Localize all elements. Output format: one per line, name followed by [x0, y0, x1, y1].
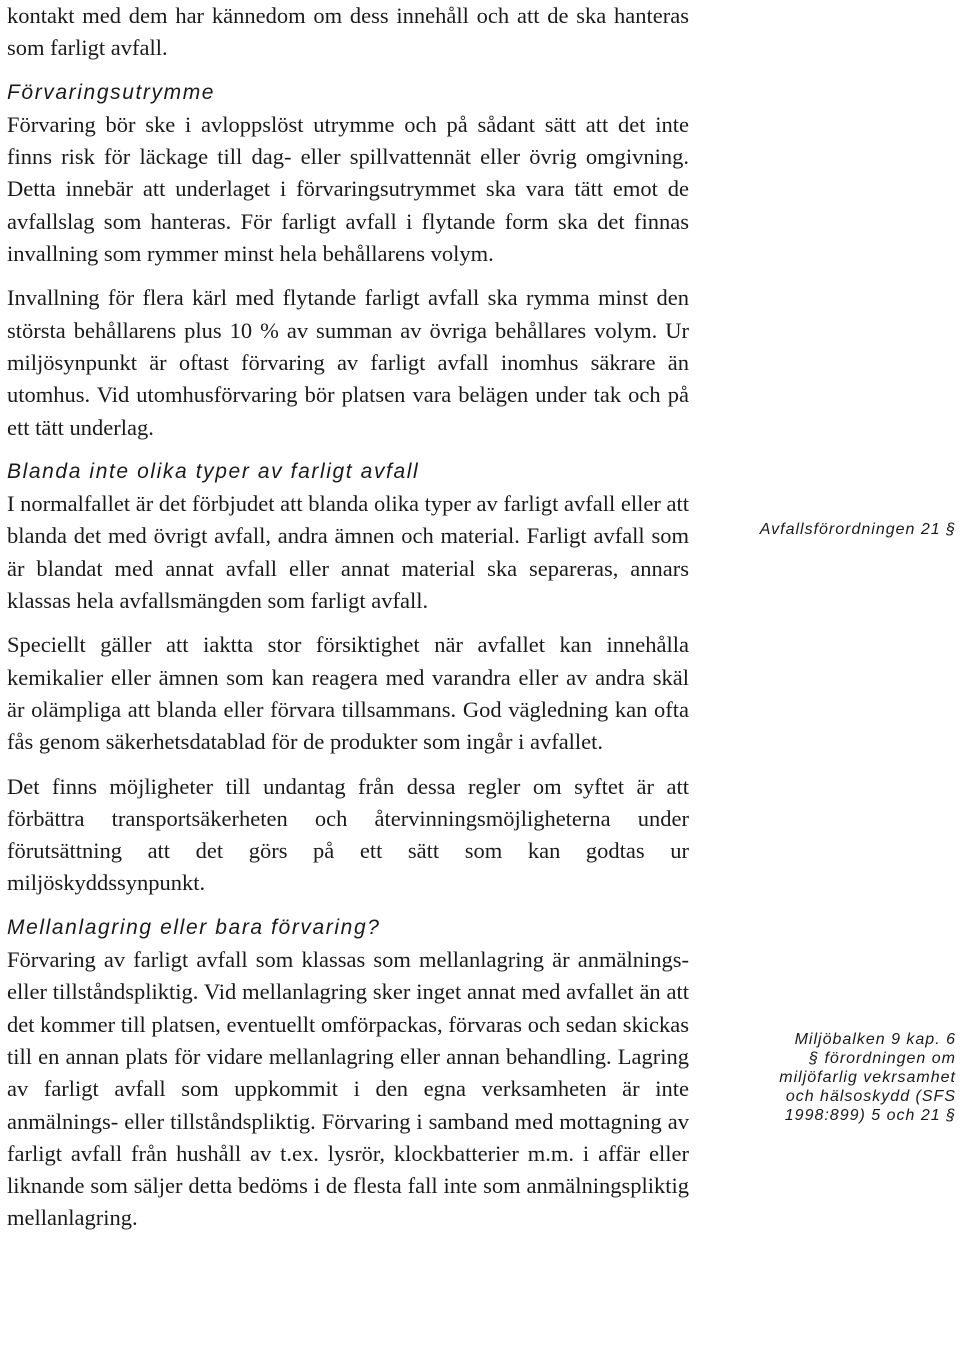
body-paragraph: I normalfallet är det förbjudet att blanda olika typer av farligt avfall eller att blanda det med övrigt avfall, andra ämnen och material. Farligt avfall som är blandat med annat avfall eller annat material ska separeras, annars klassas hela avfallsmängden som farligt avfall.	[7, 491, 689, 614]
section-heading-mellanlagring: Mellanlagring eller bara förvaring?	[7, 915, 381, 939]
sidenote-line: 1998:899) 5 och 21 §	[784, 1107, 956, 1124]
sidenote-line: Miljöbalken 9 kap. 6	[794, 1031, 956, 1048]
main-column	[7, 0, 689, 1247]
sidenote-line: miljöfarlig vekrsamhet	[779, 1069, 956, 1086]
body-paragraph: Det finns möjligheter till undantag från dessa regler om syftet är att förbättra transportsäkerheten och återvinningsmöjligheterna under förutsättning att det görs på ett sätt som kan godtas ur miljöskyddssynpunkt.	[7, 773, 689, 896]
body-paragraph: Förvaring bör ske i avloppslöst utrymme och på sådant sätt att det inte finns risk för läckage till dag- eller spillvattennät eller övrig omgivning. Detta innebär att underlaget i förvaringsutrymmet ska vara tätt emot de avfallslag som hanteras. För farligt avfall i flytande form ska det finnas invallning som rymmer minst hela behållarens volym.	[7, 111, 689, 267]
section-heading-blanda: Blanda inte olika typer av farligt avfall	[7, 459, 420, 483]
section-heading-forvaringsutrymme: Förvaringsutrymme	[7, 80, 216, 104]
intro-paragraph: kontakt med dem har kännedom om dess innehåll och att de ska hanteras som farligt avfall.	[7, 3, 689, 61]
body-paragraph: Speciellt gäller att iaktta stor försiktighet när avfallet kan innehålla kemikalier eller ämnen som kan reagera med varandra eller av andra skäl är olämpliga att blanda eller förvara tillsammans. God vägledning kan ofta fås genom säkerhetsdatablad för de produkter som ingår i avfallet.	[7, 632, 689, 755]
body-paragraph: Invallning för flera kärl med flytande farligt avfall ska rymma minst den största behållarens plus 10 % av summan av övriga behållares volym. Ur miljösynpunkt är oftast förvaring av farligt avfall inomhus säkrare än utomhus. Vid utomhusförvaring bör platsen vara belägen under tak och på ett tätt underlag.	[7, 285, 689, 440]
sidenote-line: och hälsoskydd (SFS	[785, 1088, 956, 1105]
sidenote-avfallsforordningen	[706, 520, 956, 539]
sidenote-line: § förordningen om	[809, 1050, 956, 1067]
body-paragraph: Förvaring av farligt avfall som klassas som mellanlagring är anmälnings- eller tillståndspliktig. Vid mellanlagring sker inget annat med avfallet än att det kommer till platsen, eventuellt omförpackas, förvaras och sedan skickas till en annan plats för vidare mellanlagring eller annan behandling. Lagring av farligt avfall som uppkommit i den egna verksamheten är inte anmälnings- eller tillståndspliktig. Förvaring i samband med mottagning av farligt avfall från hushåll av t.ex. lysrör, klockbatterier m.m. i affär eller liknande som säljer detta bedöms i de flesta fall inte som anmälningspliktig mellanlagring.	[7, 947, 689, 1231]
sidenote-miljobalken	[706, 1030, 956, 1125]
sidenote-line: Avfallsförordningen 21 §	[759, 521, 956, 538]
